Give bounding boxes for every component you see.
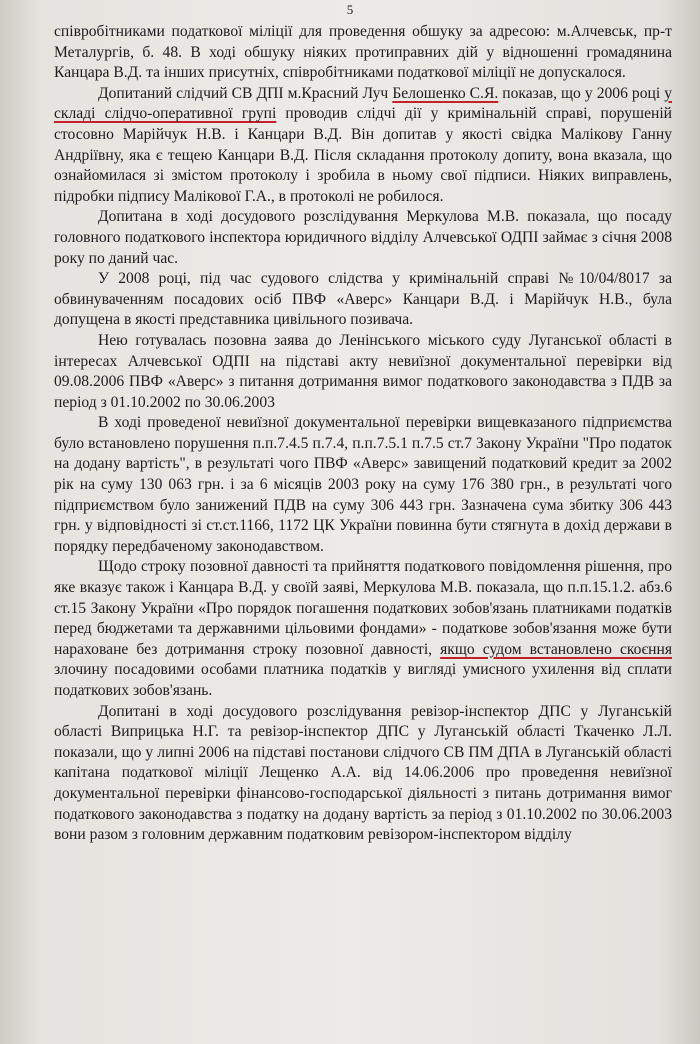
underlined-investigative-group: у складі слідчо-оперативної групі [54, 84, 673, 123]
paragraph-merkulova-position: Допитана в ході досудового розслідування Меркулова М.В. показала, що посаду головного податкового інспектора юридичного відділу Алчевської ОДПІ займає з січня 2008 року по даний час. [54, 208, 672, 267]
paragraph-search-continuation: співробітниками податкової міліції для проведення обшуку за адресою: м.Алчевськ, пр-т Металургів, б. 48. В ході обшуку ніяких протиправних дій у відношенні громадянина Канцара В.Д. та інших присутніх, співробітниками податкової міліції не допускалося. [54, 23, 672, 82]
underlined-name: Белошенко С.Я. [392, 84, 499, 102]
page-number: 5 [346, 2, 354, 17]
paragraph-auditors-testimony: Допитані в ході досудового розслідування ревізор-інспектор ДПС у Луганській області Виприцька Н.Г. та ревізор-інспектор ДПС у Луганській області Ткаченко Л.Л. показали, що у липні 2006 на підставі постанови слідчого СВ ПМ ДПА в Луганській області капітана податкової міліції Лещенко А.А. від 14.06.2006 про проведення невиїзної документальної перевірки фінансово-господарської діяльності з питань дотримання вимог податкового законодавства з податку на додану вартість за період з 01.10.2002 по 30.06.2003 вони разом з головним державним податковим ревізором-інспектором відділу [54, 702, 672, 844]
paragraph-audit-violations: В ході проведеної невиїзної документальної перевірки вищевказаного підприємства було встановлено порушення п.п.7.4.5 п.7.4, п.п.7.5.1 п.7.5 ст.7 Закону України "Про податок на додану вартість", в результаті чого ПВФ «Аверс» завищений податковий кредит за 2002 рік на суму 130 063 грн. і за 6 місяців 2003 року на суму 176 380 грн., в результаті чого підприємством було занижений ПДВ на суму 306 443 грн. Зазначена сума збитку 306 443 грн. у відповідності зі ст.ст.1166, 1172 ЦК України повинна бути стягнута в дохід держави в порядку передбаченому законодавством. [54, 414, 672, 555]
paragraph-claim: Нею готувалась позовна заява до Ленінського міського суду Луганської області в інтересах Алчевської ОДПІ на підставі акту невиїзної документальної перевірки від 09.08.2006 ПВФ «Аверс» з питання дотримання вимог податкового законодавства з ПДВ за період з 01.10.2002 по 30.06.2003 [54, 331, 672, 411]
paragraph-beloshenko-testimony: Допитаний слідчий СВ ДПІ м.Красний Луч Белошенко С.Я. показав, що у 2006 році у складі слідчо-оперативної групі проводив слідчі дії у кримінальній справі, порушеній стосовно Марійчук Н.В. і Канцари В.Д. Він допитав у якості свідка Малікову Ганну Андріївну, яка є тещею Канцари В.Д. Після складання протоколу допиту, вона вказала, що ознайомилася зі змістом протоколу і зробила в ньому свої підписи. Ніяких виправлень, підробки підпису Малікової Г.А., в протоколі не робилося. [54, 84, 673, 205]
paragraph-limitation-period: Щодо строку позовної давності та прийняття податкового повідомлення рішення, про яке вказує також і Канцара В.Д. у своїй заяві, Меркулова М.В. показала, що п.п.15.1.2. абз.6 ст.15 Закону України «Про порядок погашення податкових зобов'язань платниками податків перед бюджетами та державними цільовими фондами» - податкове зобов'язання може бути нараховане без дотримання строку позовної давності, якщо судом встановлено скоєння злочину посадовими особами платника податків у вигляді умисного ухилення від сплати податкових зобов'язань. [54, 558, 672, 699]
underlined-court-established: якщо судом встановлено скоєння [440, 640, 672, 658]
paragraph-2008-court: У 2008 році, під час судового слідства у кримінальній справі №10/04/8017 за обвинуваченням посадових осіб ПВФ «Аверс» Канцари В.Д. і Марійчук Н.В., була допущена в якості представника цивільного позивача. [54, 270, 672, 329]
